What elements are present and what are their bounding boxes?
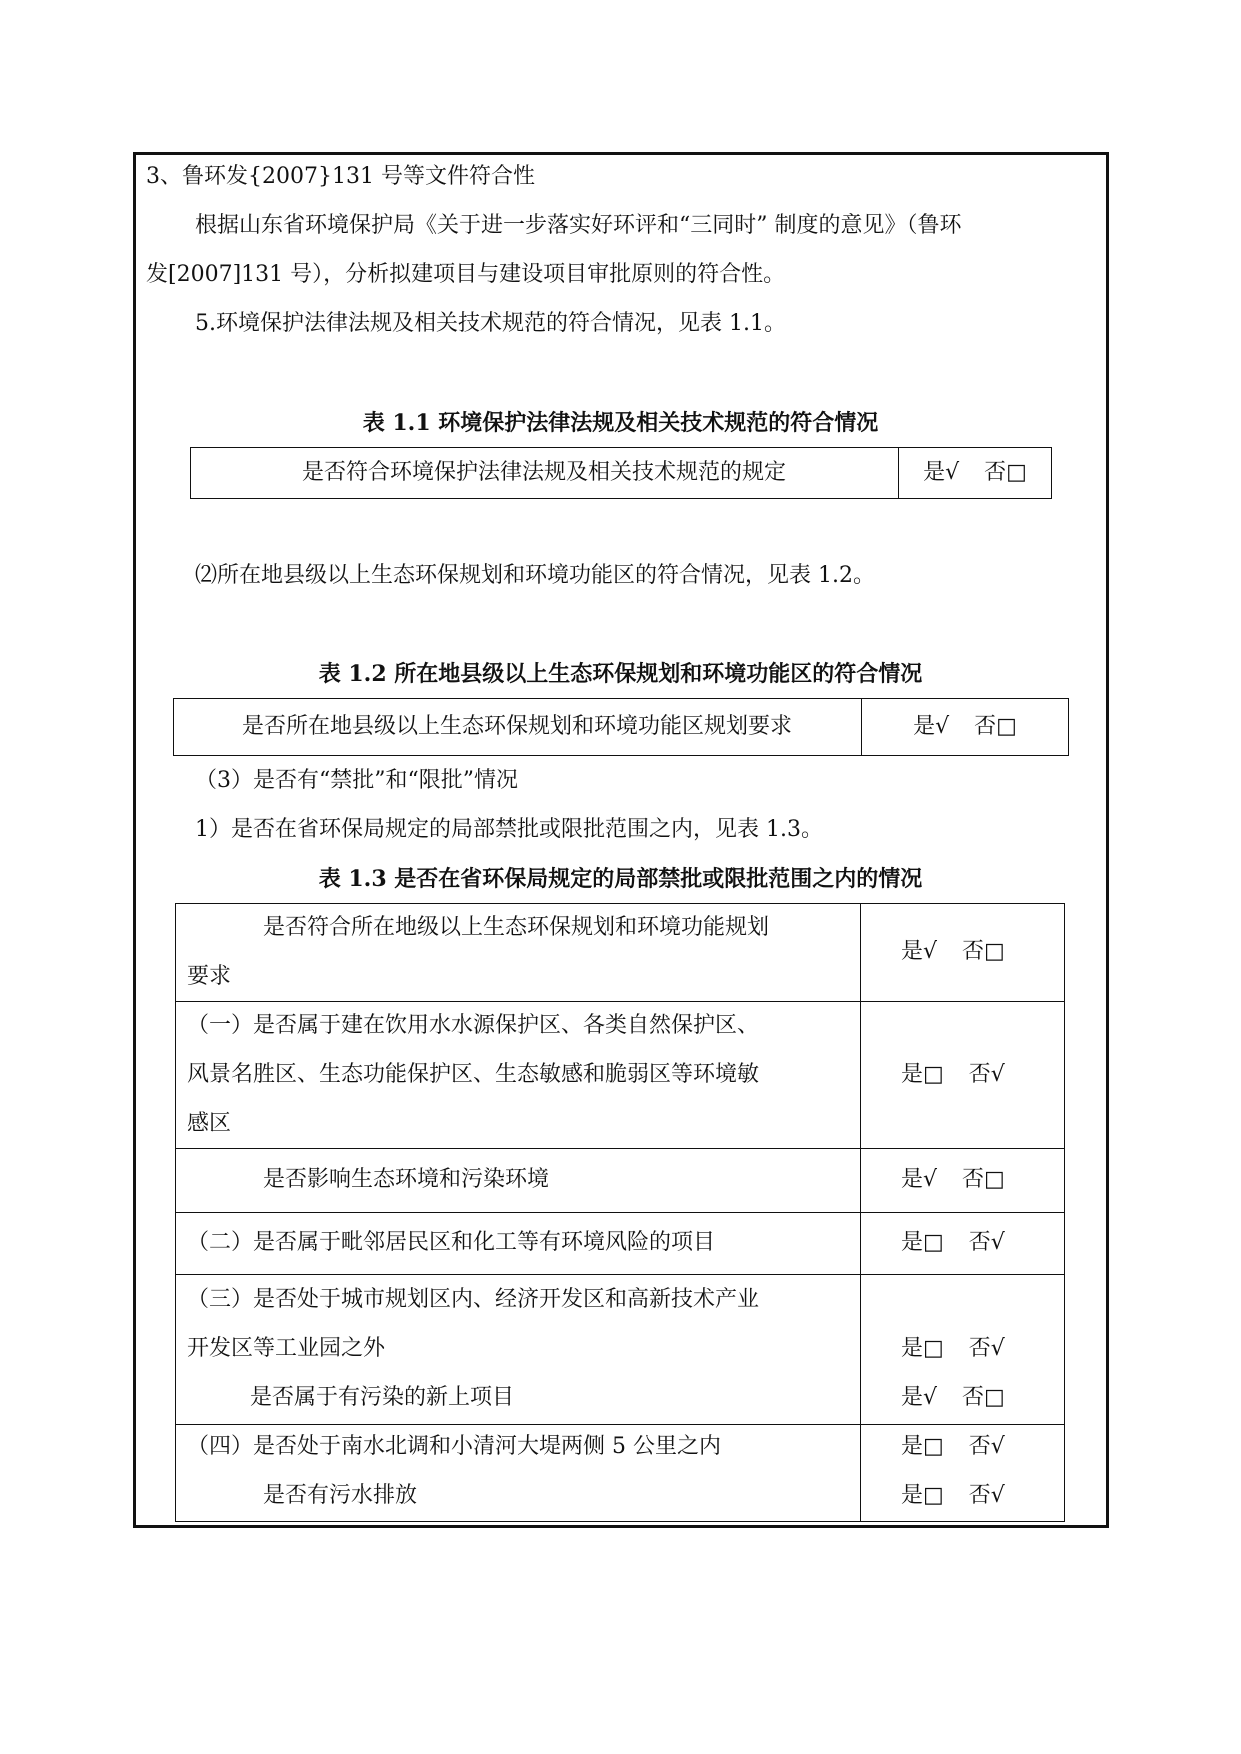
table-row-text: 风景名胜区、生态功能保护区、生态敏感和脆弱区等环境敏 bbox=[187, 1062, 760, 1087]
table-row-text: 是否属于有污染的新上项目 bbox=[250, 1385, 515, 1410]
table-row-answer: 是√ 否□ bbox=[901, 939, 1005, 964]
table-1-3-row-rule bbox=[175, 1424, 1065, 1425]
table-row-text: 要求 bbox=[187, 964, 232, 989]
item-5: 5.环境保护法律法规及相关技术规范的符合情况，见表 1.1。 bbox=[195, 311, 786, 336]
table-row-answer: 是√ 否□ bbox=[901, 1167, 1005, 1192]
table-row-text: （一）是否属于建在饮用水水源保护区、各类自然保护区、 bbox=[187, 1013, 760, 1038]
table-row-text: 是否有污水排放 bbox=[263, 1483, 418, 1508]
table-row-text: （二）是否属于毗邻居民区和化工等有环境风险的项目 bbox=[187, 1230, 716, 1255]
table-row-answer: 是□ 否√ bbox=[901, 1434, 1005, 1459]
table-row-text: （三）是否处于城市规划区内、经济开发区和高新技术产业 bbox=[187, 1287, 760, 1312]
table-1-3-row-rule bbox=[175, 1212, 1065, 1213]
item-2: ⑵所在地县级以上生态环保规划和环境功能区的符合情况，见表 1.2。 bbox=[195, 563, 875, 588]
table-row-text: 开发区等工业园之外 bbox=[187, 1336, 386, 1361]
table-row-answer: 是□ 否√ bbox=[901, 1336, 1005, 1361]
table-row-answer: 是√ 否□ bbox=[901, 1385, 1005, 1410]
table-1-3-row-rule bbox=[175, 1274, 1065, 1275]
table-1-1-question: 是否符合环境保护法律法规及相关技术规范的规定 bbox=[301, 460, 786, 485]
table-row-answer: 是□ 否√ bbox=[901, 1230, 1005, 1255]
item-3: （3）是否有“禁批”和“限批”情况 bbox=[195, 768, 518, 793]
table-row-text: 感区 bbox=[187, 1111, 232, 1136]
item-3-1: 1）是否在省环保局规定的局部禁批或限批范围之内，见表 1.3。 bbox=[195, 817, 823, 842]
section-heading: 3、鲁环发{2007}131 号等文件符合性 bbox=[146, 164, 535, 189]
table-1-3-row-rule bbox=[175, 1001, 1065, 1002]
table-1-2-question: 是否所在地县级以上生态环保规划和环境功能区规划要求 bbox=[241, 714, 792, 739]
table-row-text: （四）是否处于南水北调和小清河大堤两侧 5 公里之内 bbox=[187, 1434, 721, 1459]
paragraph-line-1: 根据山东省环境保护局《关于进一步落实好环评和“三同时” 制度的意见》（鲁环 bbox=[195, 213, 962, 238]
table-1-2-title: 表 1.2 所在地县级以上生态环保规划和环境功能区的符合情况 bbox=[318, 661, 923, 687]
table-1-1-title: 表 1.1 环境保护法律法规及相关技术规范的符合情况 bbox=[362, 410, 879, 436]
paragraph-line-2: 发[2007]131 号），分析拟建项目与建设项目审批原则的符合性。 bbox=[146, 262, 786, 287]
table-row-text: 是否符合所在地级以上生态环保规划和环境功能规划 bbox=[263, 915, 770, 940]
table-row-answer: 是□ 否√ bbox=[901, 1062, 1005, 1087]
table-1-2-answer: 是√ 否□ bbox=[913, 714, 1017, 739]
table-1-3-title: 表 1.3 是否在省环保局规定的局部禁批或限批范围之内的情况 bbox=[318, 866, 923, 892]
table-1-1-answer: 是√ 否□ bbox=[923, 460, 1027, 485]
table-1-3-row-rule bbox=[175, 1148, 1065, 1149]
table-row-text: 是否影响生态环境和污染环境 bbox=[263, 1167, 550, 1192]
table-row-answer: 是□ 否√ bbox=[901, 1483, 1005, 1508]
